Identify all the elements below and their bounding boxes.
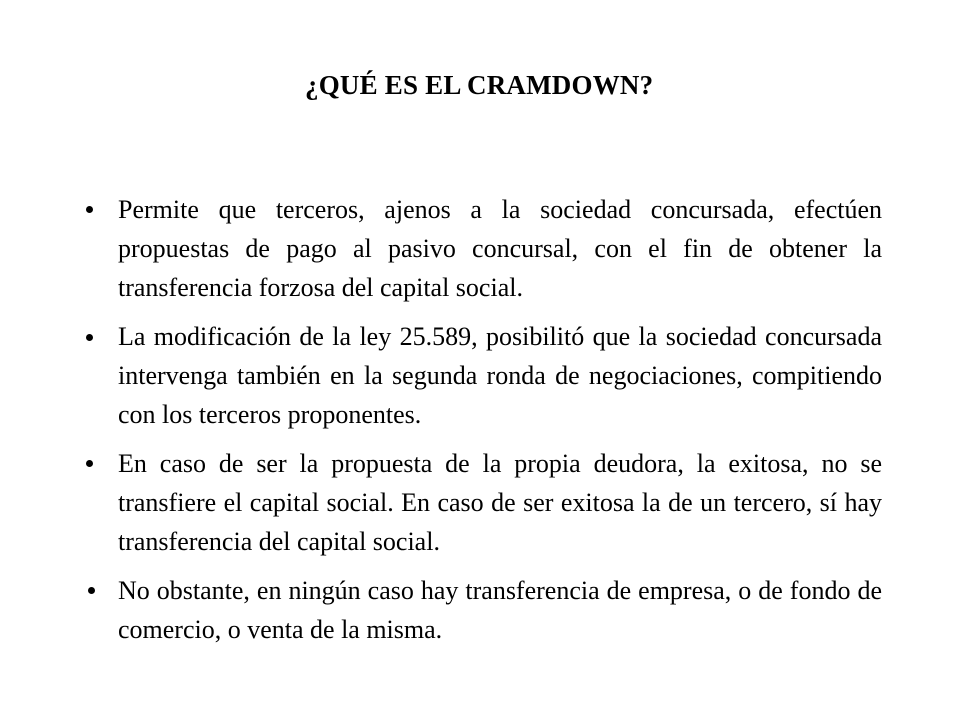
bullet-text: No obstante, en ningún caso hay transferencia de empresa, o de fondo de comercio, o venta de la misma. (118, 576, 882, 644)
bullet-item (82, 317, 882, 434)
bullet-dot-icon (86, 334, 93, 341)
bullet-list (82, 190, 882, 659)
bullet-item (82, 571, 882, 649)
bullet-dot-icon (88, 587, 95, 594)
slide-title: ¿QUÉ ES EL CRAMDOWN? (305, 70, 654, 100)
bullet-text: En caso de ser la propuesta de la propia deudora, la exitosa, no se transfiere el capital social. En caso de ser exitosa la de un tercero, sí hay transferencia del capital social. (118, 449, 882, 556)
bullet-item (82, 444, 882, 561)
bullet-text: La modificación de la ley 25.589, posibilitó que la sociedad concursada intervenga también en la segunda ronda de negociaciones, compitiendo con los terceros proponentes. (118, 322, 882, 429)
bullet-dot-icon (86, 206, 93, 213)
bullet-item (82, 190, 882, 307)
bullet-text: Permite que terceros, ajenos a la sociedad concursada, efectúen propuestas de pago al pasivo concursal, con el fin de obtener la transferencia forzosa del capital social. (118, 195, 882, 302)
bullet-dot-icon (86, 460, 93, 467)
